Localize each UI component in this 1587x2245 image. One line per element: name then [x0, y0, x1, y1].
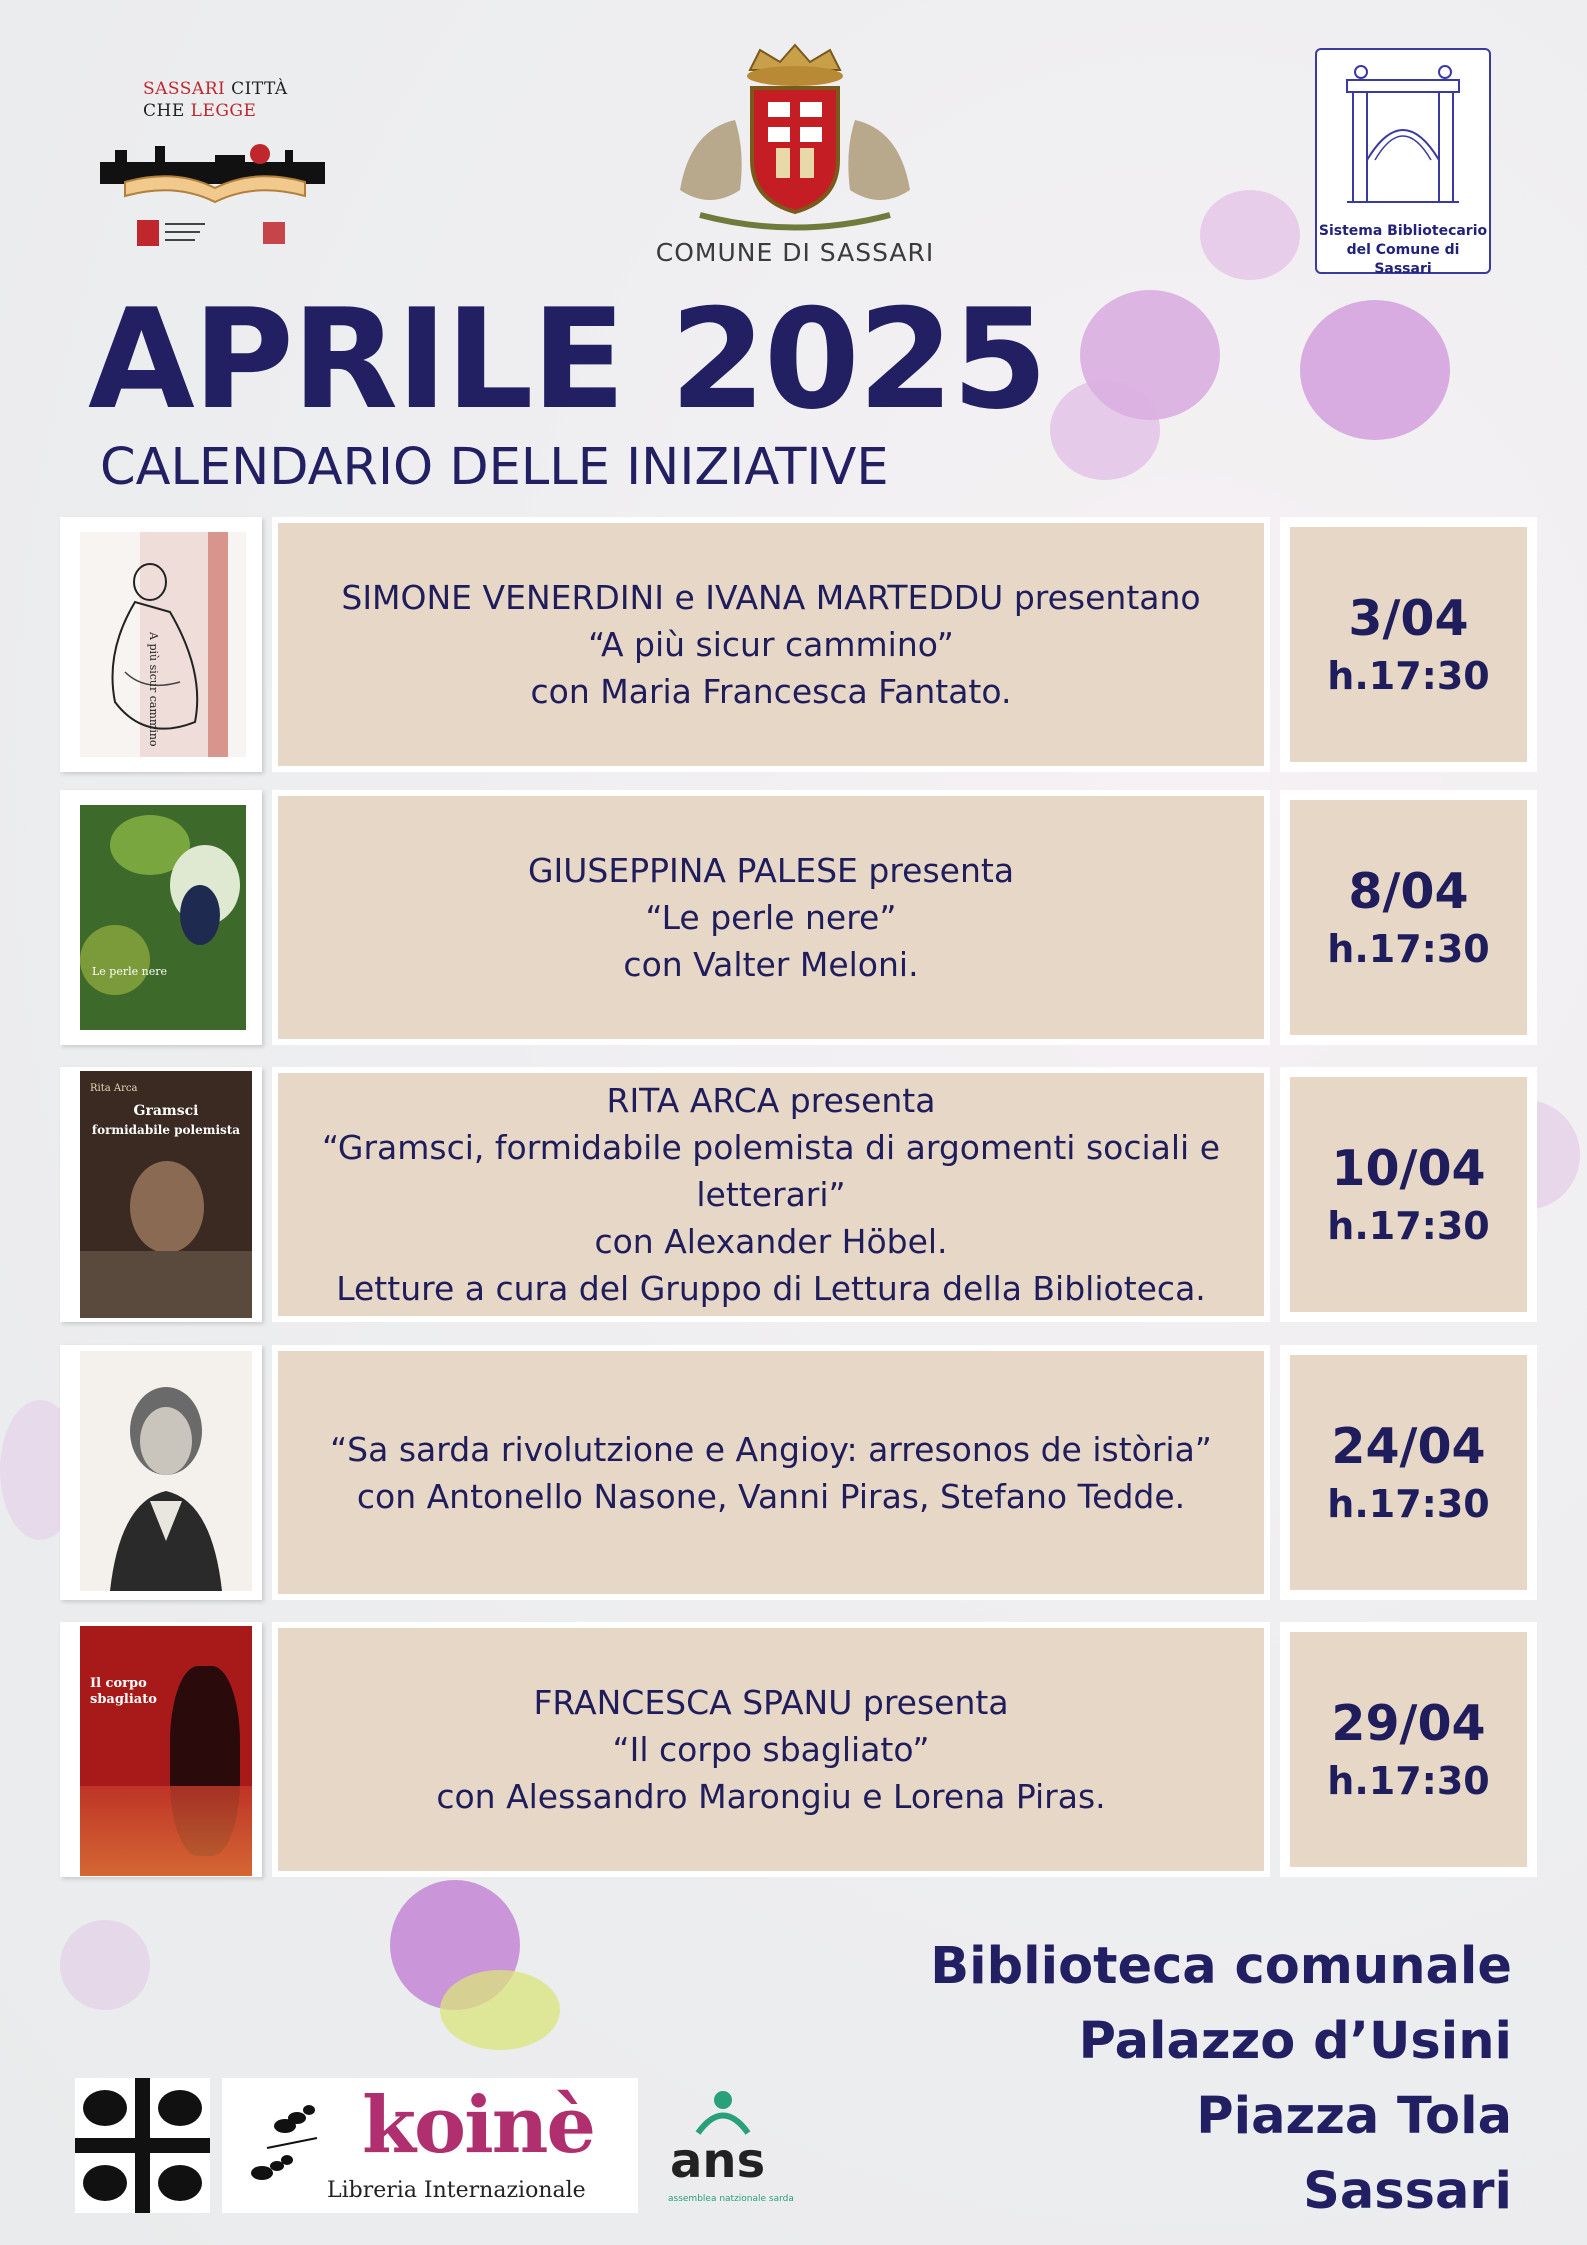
bibliotecario-caption	[1317, 222, 1489, 279]
book-cover-thumb	[60, 1345, 262, 1600]
event-time: h.17:30	[1327, 653, 1490, 698]
portrait-engraving-icon	[80, 1351, 252, 1591]
event-date: 10/04	[1331, 1139, 1486, 1197]
book-cover-le-perle-nere	[80, 805, 246, 1030]
ans-logo	[668, 2088, 793, 2213]
event-date-box	[1280, 1622, 1537, 1877]
sistema-bibliotecario-logo	[1315, 48, 1491, 277]
book-cover-thumb	[60, 790, 262, 1045]
book-cover-a-piu-sicur-cammino	[80, 532, 246, 757]
sketch-figure-icon	[85, 552, 205, 752]
ans-wordmark: ans	[670, 2133, 766, 2189]
sassari-citta-che-legge-logo	[95, 70, 335, 260]
open-book-skyline-icon	[95, 70, 335, 260]
event-date: 29/04	[1331, 1694, 1486, 1752]
event-row	[60, 1345, 1537, 1600]
address-line: Piazza Tola	[1196, 2087, 1512, 2146]
flower-decoration	[1300, 300, 1450, 440]
event-description	[272, 790, 1270, 1045]
flower-decoration	[1200, 190, 1300, 280]
event-description	[272, 517, 1270, 772]
event-line: con Valter Meloni.	[623, 945, 919, 984]
portrait-face	[130, 1161, 204, 1253]
logo-word-legge: LEGGE	[190, 101, 257, 121]
event-time: h.17:30	[1327, 1203, 1490, 1248]
event-date-box	[1280, 1067, 1537, 1322]
cover-title: Gramsci	[133, 1103, 199, 1119]
ans-subtitle: assemblea natzionale sarda	[668, 2194, 794, 2204]
cover-title: A più sicur cammino	[147, 632, 160, 747]
book-cover-thumb	[60, 517, 262, 772]
comune-di-sassari-logo	[640, 40, 950, 275]
book-cover-gramsci	[80, 1071, 252, 1318]
event-line: “Sa sarda rivolutzione e Angioy: arresonos de istòria”	[330, 1429, 1212, 1469]
koine-libreria-logo	[222, 2078, 638, 2213]
koine-wordmark: koinè	[362, 2080, 595, 2171]
bibliotecario-caption-line2: del Comune di Sassari	[1346, 242, 1460, 277]
event-date: 8/04	[1348, 862, 1469, 920]
event-line: “Gramsci, formidabile polemista di argomenti sociali e	[322, 1128, 1220, 1167]
event-date-box	[1280, 517, 1537, 772]
event-description	[272, 1067, 1270, 1322]
flower-decoration	[440, 1970, 560, 2050]
comune-caption: COMUNE DI SASSARI	[655, 238, 935, 267]
event-line: GIUSEPPINA PALESE presenta	[527, 851, 1015, 890]
event-date-box	[1280, 1345, 1537, 1600]
ans-symbol-icon	[668, 2088, 793, 2138]
event-row	[60, 517, 1537, 772]
event-time: h.17:30	[1327, 1758, 1490, 1803]
book-cover-thumb	[60, 1622, 262, 1877]
event-date: 3/04	[1348, 589, 1469, 647]
event-line: “A più sicur cammino”	[588, 625, 954, 664]
book-cover-il-corpo-sbagliato	[80, 1626, 252, 1876]
event-line: con Alessandro Marongiu e Lorena Piras.	[436, 1777, 1106, 1816]
address-line: Palazzo d’Usini	[1078, 2012, 1512, 2071]
address-line: Sassari	[1303, 2162, 1512, 2221]
cover-title: Il corpo	[90, 1676, 147, 1691]
event-description	[272, 1622, 1270, 1877]
logo-word-che: CHE	[143, 101, 191, 121]
event-date: 24/04	[1331, 1417, 1486, 1475]
page-title: APRILE 2025	[88, 279, 1046, 440]
page-subtitle: CALENDARIO DELLE INIZIATIVE	[100, 438, 889, 497]
mos-logo	[75, 2078, 210, 2213]
four-moors-flag-icon	[75, 2078, 210, 2213]
event-time: h.17:30	[1327, 926, 1490, 971]
portrait-angioy	[80, 1351, 252, 1591]
event-description	[272, 1345, 1270, 1600]
fountain-arch-icon	[1317, 50, 1489, 220]
event-line: RITA ARCA presenta	[606, 1081, 936, 1120]
cover-title: formidabile polemista	[91, 1123, 241, 1137]
event-line: FRANCESCA SPANU presenta	[533, 1683, 1009, 1722]
flower-decoration	[1050, 380, 1160, 480]
event-line: letterari”	[696, 1175, 846, 1214]
event-line: “Le perle nere”	[645, 898, 897, 937]
koine-subtitle: Libreria Internazionale	[327, 2178, 586, 2203]
event-date-box	[1280, 790, 1537, 1045]
event-row	[60, 790, 1537, 1045]
event-row	[60, 1067, 1537, 1322]
bibliotecario-caption-line1: Sistema Bibliotecario	[1318, 223, 1488, 239]
event-line: con Alexander Höbel.	[594, 1222, 948, 1261]
event-line: SIMONE VENERDINI e IVANA MARTEDDU presentano	[341, 578, 1201, 617]
cover-author: Rita Arca	[90, 1083, 138, 1094]
cover-title: sbagliato	[90, 1692, 157, 1707]
event-row	[60, 1622, 1537, 1877]
coat-of-arms-icon	[640, 40, 950, 235]
cover-gradient	[80, 1786, 252, 1876]
address-line: Biblioteca comunale	[930, 1937, 1512, 1996]
event-line: “Il corpo sbagliato”	[612, 1730, 930, 1769]
book-cover-thumb	[60, 1067, 262, 1322]
event-line: con Maria Francesca Fantato.	[530, 672, 1012, 711]
portrait-crowd	[80, 1251, 252, 1318]
logo-word-sassari: SASSARI	[143, 79, 226, 99]
logo-word-citta: CITTÀ	[225, 79, 288, 99]
cover-title: Le perle nere	[92, 965, 168, 978]
event-time: h.17:30	[1327, 1481, 1490, 1526]
event-line: Letture a cura del Gruppo di Lettura della Biblioteca.	[336, 1269, 1206, 1308]
event-line: con Antonello Nasone, Vanni Piras, Stefano Tedde.	[356, 1476, 1186, 1516]
flower-decoration	[60, 1920, 150, 2010]
